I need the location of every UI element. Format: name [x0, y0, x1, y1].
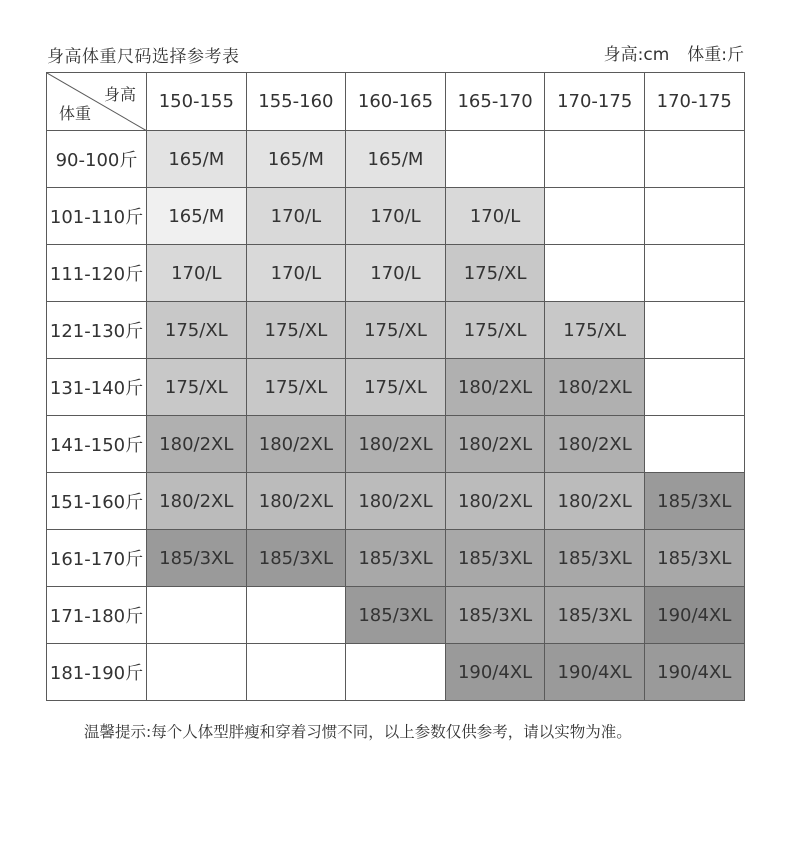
size-cell: 165/M	[147, 188, 247, 245]
size-cell	[644, 188, 744, 245]
size-chart-table	[46, 72, 745, 701]
row-weight-label: 111-120斤	[47, 245, 147, 302]
size-cell: 165/M	[346, 131, 446, 188]
size-cell: 190/4XL	[644, 644, 744, 701]
size-cell: 175/XL	[147, 359, 247, 416]
size-cell: 180/2XL	[445, 473, 545, 530]
size-cell: 175/XL	[147, 302, 247, 359]
size-cell: 175/XL	[346, 359, 446, 416]
size-cell: 175/XL	[246, 302, 346, 359]
column-header: 165-170	[445, 73, 545, 131]
size-cell: 175/XL	[346, 302, 446, 359]
column-header: 160-165	[346, 73, 446, 131]
size-cell: 175/XL	[545, 302, 645, 359]
size-cell: 185/3XL	[644, 473, 744, 530]
size-cell	[644, 245, 744, 302]
size-cell	[545, 245, 645, 302]
size-cell: 185/3XL	[346, 587, 446, 644]
table-row	[47, 530, 745, 587]
size-cell	[445, 131, 545, 188]
row-weight-label: 131-140斤	[47, 359, 147, 416]
size-cell: 170/L	[346, 188, 446, 245]
size-cell: 185/3XL	[346, 530, 446, 587]
size-cell: 180/2XL	[445, 416, 545, 473]
size-cell	[644, 302, 744, 359]
size-cell: 185/3XL	[545, 530, 645, 587]
size-cell: 165/M	[246, 131, 346, 188]
size-cell	[545, 188, 645, 245]
size-cell	[346, 644, 446, 701]
size-cell	[644, 131, 744, 188]
column-header: 170-175	[545, 73, 645, 131]
size-cell: 180/2XL	[545, 473, 645, 530]
row-weight-label: 161-170斤	[47, 530, 147, 587]
weight-unit: 体重:斤	[687, 45, 744, 65]
page-title: 身高体重尺码选择参考表	[47, 47, 240, 67]
size-cell: 190/4XL	[445, 644, 545, 701]
table-row	[47, 473, 745, 530]
units-legend	[604, 40, 744, 65]
height-unit: 身高:cm	[603, 45, 670, 65]
header-row	[47, 73, 745, 131]
size-cell	[644, 416, 744, 473]
size-cell: 180/2XL	[545, 359, 645, 416]
row-weight-label: 121-130斤	[47, 302, 147, 359]
row-weight-label: 141-150斤	[47, 416, 147, 473]
column-header: 170-175	[644, 73, 744, 131]
size-cell: 190/4XL	[545, 644, 645, 701]
size-cell: 180/2XL	[147, 416, 247, 473]
size-cell: 165/M	[147, 131, 247, 188]
row-weight-label: 101-110斤	[47, 188, 147, 245]
size-cell: 180/2XL	[545, 416, 645, 473]
corner-cell	[47, 73, 147, 131]
table-row	[47, 302, 745, 359]
size-cell: 175/XL	[445, 245, 545, 302]
size-cell: 170/L	[445, 188, 545, 245]
size-cell: 185/3XL	[147, 530, 247, 587]
size-cell: 180/2XL	[246, 473, 346, 530]
size-cell	[246, 644, 346, 701]
size-cell: 180/2XL	[246, 416, 346, 473]
size-cell: 175/XL	[445, 302, 545, 359]
size-cell: 170/L	[147, 245, 247, 302]
row-weight-label: 151-160斤	[47, 473, 147, 530]
size-cell: 190/4XL	[644, 587, 744, 644]
table-row	[47, 416, 745, 473]
table-row	[47, 587, 745, 644]
size-cell	[246, 587, 346, 644]
table-row	[47, 188, 745, 245]
column-header: 155-160	[246, 73, 346, 131]
corner-weight-label: 体重	[59, 104, 92, 123]
size-cell	[545, 131, 645, 188]
table-row	[47, 359, 745, 416]
size-cell: 170/L	[346, 245, 446, 302]
size-cell: 175/XL	[246, 359, 346, 416]
table-row	[47, 131, 745, 188]
table-row	[47, 245, 745, 302]
row-weight-label: 181-190斤	[47, 644, 147, 701]
footnote: 温馨提示:每个人体型胖瘦和穿着习惯不同，以上参数仅供参考，请以实物为准。	[84, 723, 632, 741]
size-cell: 180/2XL	[346, 473, 446, 530]
size-cell	[147, 644, 247, 701]
size-cell: 170/L	[246, 245, 346, 302]
size-cell: 185/3XL	[445, 530, 545, 587]
size-cell: 180/2XL	[346, 416, 446, 473]
row-weight-label: 171-180斤	[47, 587, 147, 644]
column-header: 150-155	[147, 73, 247, 131]
size-cell: 185/3XL	[644, 530, 744, 587]
size-cell: 185/3XL	[246, 530, 346, 587]
size-cell: 185/3XL	[545, 587, 645, 644]
size-cell: 180/2XL	[147, 473, 247, 530]
corner-height-label: 身高	[103, 85, 136, 104]
row-weight-label: 90-100斤	[47, 131, 147, 188]
table-row	[47, 644, 745, 701]
size-cell	[147, 587, 247, 644]
size-cell: 170/L	[246, 188, 346, 245]
size-cell	[644, 359, 744, 416]
size-cell: 180/2XL	[445, 359, 545, 416]
size-cell: 185/3XL	[445, 587, 545, 644]
